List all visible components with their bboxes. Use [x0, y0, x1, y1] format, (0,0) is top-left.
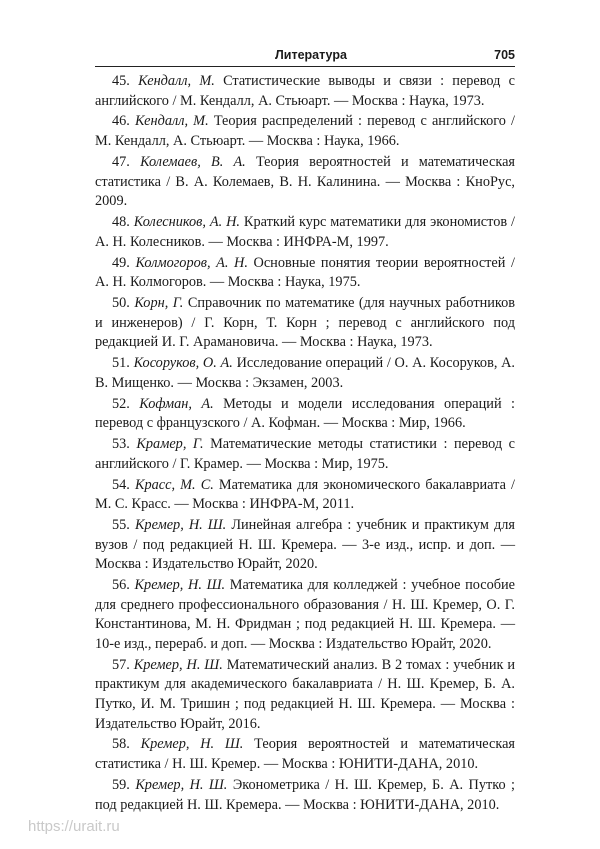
- reference-text: Теория вероятностей и математическая статистика / В. А. Колемаев, В. Н. Калинина. — Москва : КноРус, 2009.: [95, 153, 516, 210]
- reference-text: Справочник по математике (для научных работников и инженеров) / Г. Корн, Т. Корн ; перевод с английского под редакцией И. Г. Арамановича. — Москва : Наука, 1973.: [95, 295, 515, 351]
- watermark-url: https://urait.ru: [28, 818, 120, 835]
- reference-entry: [95, 435, 515, 474]
- reference-number: 54.: [112, 476, 130, 493]
- reference-text: Математические методы статистики : перевод с английского / Г. Крамер. — Москва : Мир, 1975.: [95, 436, 515, 472]
- reference-entry: [95, 516, 515, 575]
- reference-number: 58.: [112, 736, 130, 753]
- reference-text: Математика для колледжей : учебное пособие для среднего профессионального образования / Н. Ш. Кремер, О. Г. Константинова, М. Н. Фридман ; под редакцией Н. Ш. Кремера. — 10-е изд., перераб. и доп. — Москва : Издательство Юрайт, 2020.: [95, 577, 515, 652]
- reference-text: Эконометрика / Н. Ш. Кремер, Б. А. Путко ; под редакцией Н. Ш. Кремера. — Москва : ЮНИТИ-ДАНА, 2010.: [95, 776, 516, 813]
- reference-entry: [95, 153, 515, 212]
- reference-entry: [95, 395, 515, 434]
- reference-entry: [95, 476, 515, 515]
- reference-text: Краткий курс математики для экономистов / А. Н. Колесников. — Москва : ИНФРА-М, 1997.: [95, 214, 515, 250]
- reference-number: 56.: [112, 577, 130, 594]
- reference-author: Кендалл, М.: [138, 73, 215, 89]
- reference-number: 45.: [112, 73, 130, 89]
- reference-entry: [95, 776, 515, 815]
- reference-author: Корн, Г.: [134, 295, 184, 312]
- header-rule: [95, 66, 515, 67]
- reference-entry: [95, 112, 515, 151]
- reference-author: Красс, М. С.: [134, 476, 214, 493]
- reference-number: 51.: [112, 355, 130, 372]
- reference-author: Косоруков, О. А.: [133, 355, 233, 372]
- reference-number: 57.: [112, 656, 130, 673]
- reference-text: Теория вероятностей и математическая статистика / Н. Ш. Кремер. — Москва : ЮНИТИ-ДАНА, 2010.: [95, 736, 515, 773]
- reference-author: Кремер, Н. Ш.: [133, 656, 223, 673]
- reference-text: Математика для экономического бакалавриата / М. С. Красс. — Москва : ИНФРА-М, 2011.: [95, 476, 515, 513]
- reference-author: Кремер, Н. Ш.: [134, 577, 226, 594]
- reference-text: Теория распределений : перевод с английского / М. Кендалл, А. Стьюарт. — Москва : Наука, 1966.: [95, 113, 516, 150]
- reference-author: Кофман, А.: [139, 395, 214, 412]
- reference-entry: [95, 735, 515, 774]
- reference-entry: [95, 576, 515, 654]
- reference-number: 48.: [112, 214, 130, 231]
- reference-entry: [95, 656, 515, 734]
- reference-author: Кендалл, М.: [135, 113, 209, 130]
- reference-author: Крамер, Г.: [136, 436, 204, 453]
- reference-number: 59.: [112, 776, 130, 793]
- reference-text: Основные понятия теории вероятностей / А. Н. Колмогоров. — Москва : Наука, 1975.: [95, 254, 515, 291]
- reference-author: Кремер, Н. Ш.: [140, 736, 244, 753]
- reference-number: 55.: [112, 517, 130, 534]
- reference-entry: [95, 254, 515, 293]
- reference-author: Колемаев, В. А.: [140, 153, 246, 170]
- reference-entry: [95, 72, 515, 111]
- reference-number: 46.: [112, 113, 130, 130]
- reference-entry: [95, 354, 515, 393]
- running-header: [95, 44, 515, 66]
- reference-text: Математический анализ. В 2 томах : учебник и практикум для академического бакалавриата / Н. Ш. Кремер, Б. А. Путко, И. М. Тришин ; под редакцией Н. Ш. Кремера. — Москва : Издательство Юрайт, 2016.: [95, 656, 516, 732]
- reference-number: 50.: [112, 295, 130, 312]
- reference-text: Линейная алгебра : учебник и практикум для вузов / под редакцией Н. Ш. Кремера. — 3-е изд., испр. и доп. — Москва : Издательство Юрайт, 2020.: [95, 517, 516, 573]
- reference-list: [95, 72, 515, 816]
- reference-text: Методы и модели исследования операций : перевод с французского / А. Кофман. — Москва : Мир, 1966.: [95, 395, 515, 432]
- reference-author: Кремер, Н. Ш.: [134, 517, 227, 534]
- reference-author: Колесников, А. Н.: [133, 214, 240, 231]
- reference-author: Кремер, Н. Ш.: [135, 776, 228, 793]
- reference-number: 49.: [112, 254, 130, 271]
- reference-entry: [95, 213, 515, 252]
- reference-text: Статистические выводы и связи : перевод с английского / М. Кендалл, А. Стьюарт. — Москва : Наука, 1973.: [95, 73, 516, 109]
- reference-author: Колмогоров, А. Н.: [135, 254, 248, 271]
- reference-entry: [95, 294, 515, 353]
- reference-text: Исследование операций / О. А. Косоруков, А. В. Мищенко. — Москва : Экзамен, 2003.: [95, 355, 516, 391]
- reference-number: 47.: [112, 153, 130, 170]
- page-number: 705: [494, 48, 515, 62]
- running-header-title: Литература: [275, 48, 347, 62]
- reference-number: 53.: [112, 436, 130, 453]
- reference-number: 52.: [112, 395, 130, 412]
